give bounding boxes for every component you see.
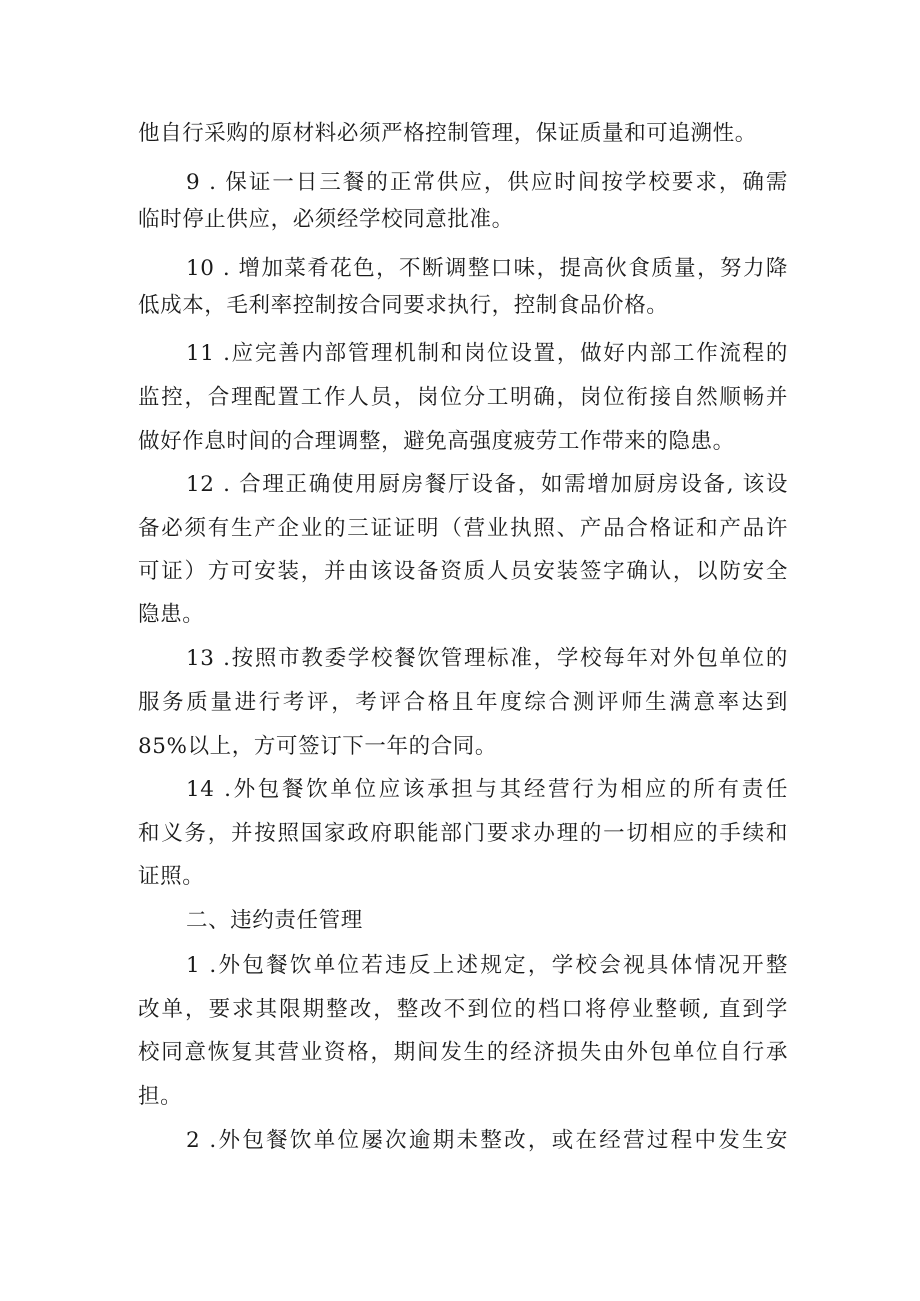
text-line: 85%以上，方可签订下一年的合同。 (138, 734, 497, 759)
text-line: 校同意恢复其营业资格，期间发生的经济损失由外包单位自行承 (138, 1040, 788, 1065)
text-line: 11 .应完善内部管理机制和岗位设置，做好内部工作流程的 (186, 341, 788, 366)
text-line: 13 .按照市教委学校餐饮管理标准，学校每年对外包单位的 (186, 646, 788, 671)
text-line: 改单，要求其限期整改，整改不到位的档口将停业整顿, 直到学 (138, 997, 788, 1022)
text-line: 10 . 增加菜肴花色，不断调整口味，提高伙食质量，努力降 (186, 256, 788, 281)
text-line: 和义务，并按照国家政府职能部门要求办理的一切相应的手续和 (138, 821, 788, 846)
text-line: 低成本，毛利率控制按合同要求执行，控制食品价格。 (138, 293, 669, 318)
text-line: 14 .外包餐饮单位应该承担与其经营行为相应的所有责任 (186, 777, 788, 802)
text-line: 1 .外包餐饮单位若违反上述规定，学校会视具体情况开整 (186, 953, 788, 978)
text-line: 担。 (138, 1084, 183, 1109)
text-line: 2 .外包餐饮单位屡次逾期未整改，或在经营过程中发生安 (186, 1128, 788, 1153)
text-line: 临时停止供应，必须经学校同意批准。 (138, 207, 514, 232)
text-line: 做好作息时间的合理调整，避免高强度疲劳工作带来的隐患。 (138, 429, 735, 454)
text-line: 12 . 合理正确使用厨房餐厅设备，如需增加厨房设备, 该设 (186, 472, 788, 497)
text-line: 服务质量进行考评，考评合格且年度综合测评师生满意率达到 (138, 690, 788, 715)
text-line: 备必须有生产企业的三证证明（营业执照、产品合格证和产品许 (138, 516, 788, 541)
text-line: 监控，合理配置工作人员，岗位分工明确，岗位衔接自然顺畅并 (138, 385, 788, 410)
section-heading: 二、违约责任管理 (186, 908, 363, 933)
text-line: 他自行采购的原材料必须严格控制管理，保证质量和可追溯性。 (138, 121, 757, 146)
text-line: 9 . 保证一日三餐的正常供应，供应时间按学校要求，确需 (186, 170, 788, 195)
text-line: 证照。 (138, 864, 205, 889)
text-line: 隐患。 (138, 602, 205, 627)
text-line: 可证）方可安装，并由该设备资质人员安装签字确认，以防安全 (138, 559, 788, 584)
